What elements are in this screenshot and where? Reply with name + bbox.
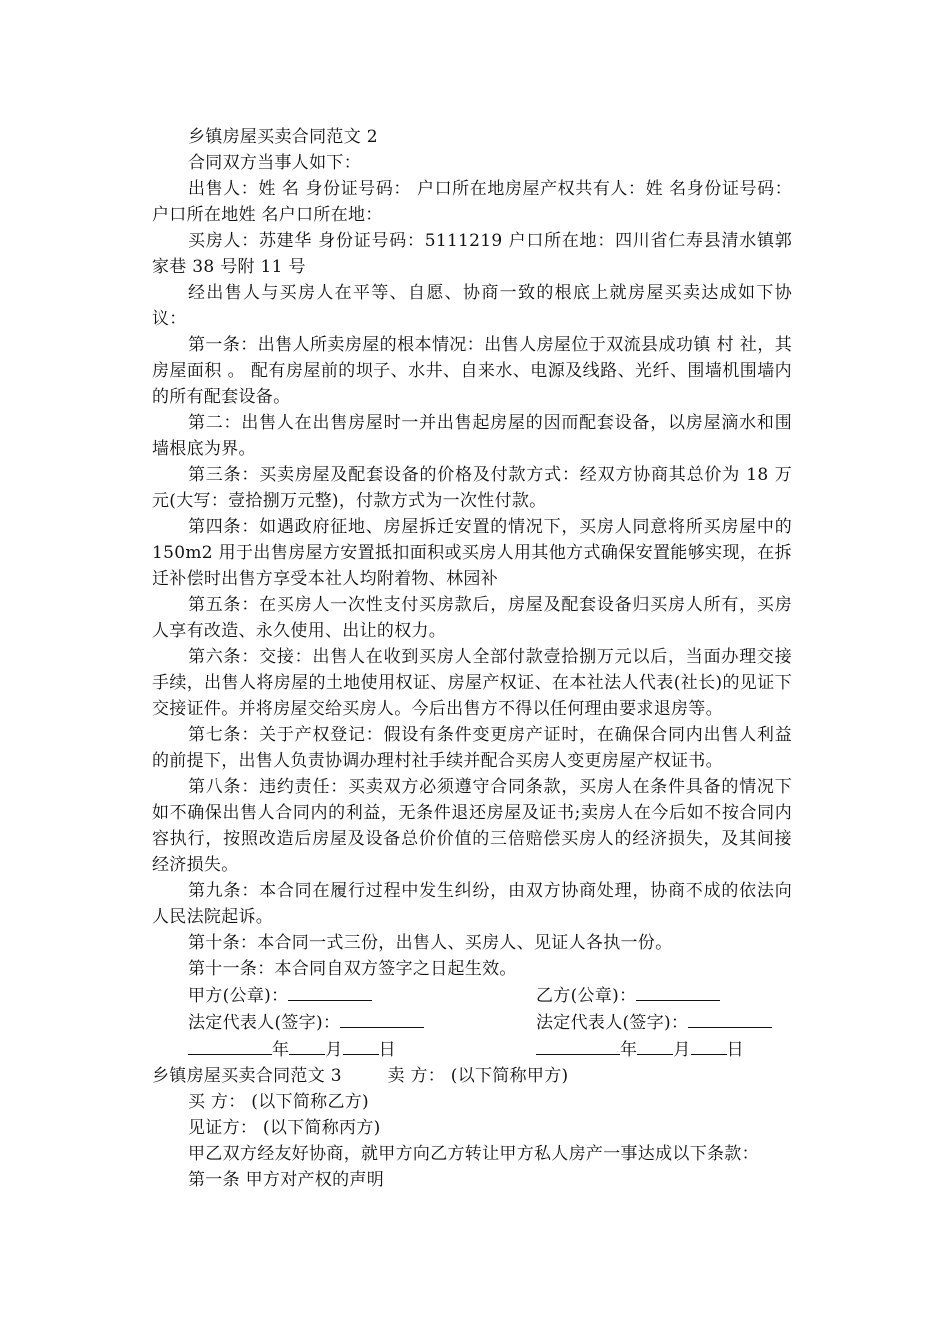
signature-row-date	[152, 1036, 792, 1063]
paragraph: 第八条：违约责任：买卖双方必须遵守合同条款，买房人在条件具备的情况下如不确保出售人合同内的利益，无条件退还房屋及证书;卖房人在今后如不按合同内容执行，按照改造后房屋及设备总价价值的三倍赔偿买房人的经济损失，及其间接经济损失。	[152, 777, 792, 875]
month-label: 月	[673, 1040, 691, 1060]
party-a-seal-label: 甲方(公章)：	[188, 986, 289, 1006]
party-b-rep-label: 法定代表人(签字)：	[536, 1013, 689, 1033]
paragraph: 出售人：姓 名 身份证号码： 户口所在地房屋产权共有人：姓 名身份证号码： 户口所在地姓 名户口所在地：	[152, 179, 792, 225]
party-a-representative	[188, 1009, 536, 1036]
second-document-title: 乡镇房屋买卖合同范文 3	[152, 1066, 342, 1086]
year-label: 年	[272, 1040, 290, 1060]
blank-line	[188, 1036, 272, 1055]
blank-line	[288, 982, 372, 1001]
year-label: 年	[620, 1040, 638, 1060]
paragraph: 第四条：如遇政府征地、房屋拆迁安置的情况下，买房人同意将所买房屋中的 150m2 用于出售房屋方安置抵扣面积或买房人用其他方式确保安置能够实现，在拆迁补偿时出售方享受本社人均附着物、林园补	[152, 517, 792, 589]
party-a-seal	[188, 982, 536, 1009]
paragraph: 第九条：本合同在履行过程中发生纠纷，由双方协商处理，协商不成的依法向人民法院起诉。	[152, 881, 792, 927]
blank-line	[636, 982, 720, 1001]
paragraph: 第一条：出售人所卖房屋的根本情况：出售人房屋位于双流县成功镇 村 社，其房屋面积 。 配有房屋前的坝子、水井、自来水、电源及线路、光纤、围墙机围墙内的所有配套设备。	[152, 335, 792, 407]
paragraph: 第十一条：本合同自双方签字之日起生效。	[188, 959, 517, 979]
buyer-line: 买 方： (以下简称乙方)	[188, 1092, 369, 1112]
party-a-rep-label: 法定代表人(签字)：	[188, 1013, 341, 1033]
paragraph: 第二：出售人在出售房屋时一并出售起房屋的因而配套设备，以房屋滴水和围墙根底为界。	[152, 413, 792, 459]
witness-line: 见证方： (以下简称丙方)	[188, 1118, 381, 1138]
party-b-seal-label: 乙方(公章)：	[536, 986, 637, 1006]
paragraph: 第六条：交接：出售人在收到买房人全部付款壹拾捌万元以后，当面办理交接手续，出售人将房屋的土地使用权证、房屋产权证、在本社法人代表(社长)的见证下交接证件。并将房屋交给买房人。今后出售方不得以任何理由要求退房等。	[152, 647, 792, 719]
paragraph: 合同双方当事人如下：	[188, 153, 361, 173]
second-title-line	[152, 1063, 792, 1089]
party-a-date	[188, 1036, 536, 1063]
party-b-seal	[536, 982, 720, 1009]
party-b-date	[536, 1036, 744, 1063]
paragraph: 甲乙双方经友好协商，就甲方向乙方转让甲方私人房产一事达成以下条款：	[188, 1144, 759, 1164]
blank-line	[536, 1036, 620, 1055]
document-page	[152, 124, 792, 1193]
blank-line	[289, 1036, 325, 1055]
blank-line	[343, 1036, 379, 1055]
party-b-representative	[536, 1009, 772, 1036]
blank-line	[691, 1036, 727, 1055]
paragraph: 第一条 甲方对产权的声明	[188, 1170, 385, 1190]
blank-line	[688, 1009, 772, 1028]
document-title: 乡镇房屋买卖合同范文 2	[188, 127, 378, 147]
blank-line	[340, 1009, 424, 1028]
day-label: 日	[378, 1040, 396, 1060]
signature-row-seal	[152, 982, 792, 1009]
paragraph: 第十条：本合同一式三份，出售人、买房人、见证人各执一份。	[188, 933, 673, 953]
paragraph: 第七条：关于产权登记：假设有条件变更房产证时，在确保合同内出售人利益的前提下，出售人负责协调办理村社手续并配合买房人变更房屋产权证书。	[152, 725, 792, 771]
month-label: 月	[325, 1040, 343, 1060]
signature-row-representative	[152, 1009, 792, 1036]
blank-line	[637, 1036, 673, 1055]
day-label: 日	[726, 1040, 744, 1060]
paragraph: 第三条：买卖房屋及配套设备的价格及付款方式：经双方协商其总价为 18 万元(大写：壹拾捌万元整)，付款方式为一次性付款。	[152, 465, 792, 511]
paragraph: 第五条：在买房人一次性支付买房款后，房屋及配套设备归买房人所有，买房人享有改造、永久使用、出让的权力。	[152, 595, 792, 641]
paragraph: 经出售人与买房人在平等、自愿、协商一致的根底上就房屋买卖达成如下协议：	[152, 283, 792, 329]
seller-line: 卖 方： (以下简称甲方)	[387, 1066, 569, 1086]
paragraph: 买房人：苏建华 身份证号码：5111219 户口所在地：四川省仁寿县清水镇郭家巷 38 号附 11 号	[152, 231, 792, 277]
